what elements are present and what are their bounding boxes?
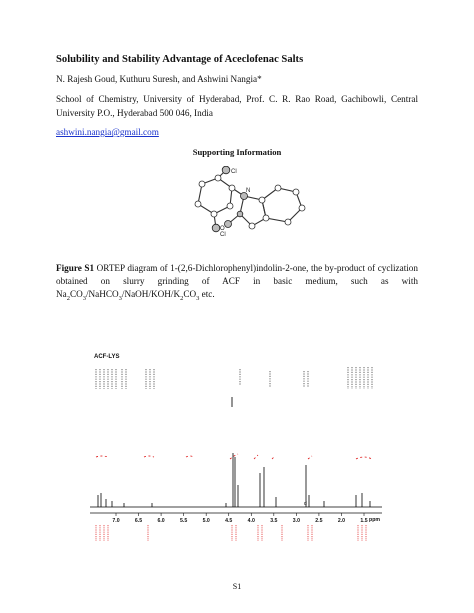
- atom-label-cl: Cl: [220, 232, 226, 238]
- integral-curves: [96, 454, 372, 459]
- axis-tick-label: 5.5: [180, 518, 188, 524]
- figure-caption: Figure S1 ORTEP diagram of 1-(2,6-Dichlorophenyl)indolin-2-one, the by-product of cyclization obtained on slurry grinding of ACF in basic medium, such as with $Na_2CO_3/NaHCO_3/NaOH/KOH/K_2CO_3$ etc.: [56, 263, 418, 303]
- page-number: S1: [232, 582, 242, 591]
- axis-tick-label: 6.0: [157, 518, 165, 524]
- axis-tick-label: 5.0: [202, 518, 210, 524]
- sample-label: ACF-LYS: [94, 354, 120, 360]
- spectrum-peaks: [98, 453, 370, 507]
- svg-text:d: d: [304, 501, 307, 507]
- ppm-axis: [90, 513, 382, 524]
- axis-tick-label: 4.5: [225, 518, 233, 524]
- atom-label-n: N: [246, 188, 251, 194]
- axis-tick-label: 6.5: [134, 518, 143, 524]
- axis-tick-label: 1.5: [360, 518, 368, 524]
- figure-label: Figure S1: [56, 263, 95, 273]
- integral-values: [96, 525, 366, 541]
- chlorine-atom: [222, 166, 230, 174]
- author-list: N. Rajesh Goud, Kuthuru Suresh, and Ashwini Nangia*: [56, 74, 262, 84]
- email-link[interactable]: ashwini.nangia@gmail.com: [56, 127, 159, 137]
- ortep-diagram: [178, 166, 308, 252]
- affiliation: School of Chemistry, University of Hyderabad, Prof. C. R. Rao Road, Gachibowli, Central University P.O., Hyderabad 500 046, India: [56, 94, 418, 118]
- atom-label-cl: Cl: [231, 169, 237, 175]
- peak-list-labels: [96, 367, 372, 389]
- nmr-spectrum: [86, 345, 388, 545]
- axis-tick-label: 2.5: [315, 518, 323, 524]
- axis-tick-label: 3.5: [270, 518, 278, 524]
- axis-tick-label: 2.0: [337, 518, 346, 524]
- axis-tick-label: 3.0: [292, 518, 300, 524]
- oxygen-atom: [225, 221, 232, 228]
- section-heading: Supporting Information: [192, 147, 282, 157]
- axis-tick-label: 7.0: [112, 518, 120, 524]
- axis-tick-label: 4.0: [247, 518, 255, 524]
- atom-label-o: O: [220, 226, 225, 232]
- axis-unit: ppm: [369, 517, 380, 523]
- chlorine-atom: [212, 224, 220, 232]
- paper-title: Solubility and Stability Advantage of Aceclofenac Salts: [56, 54, 304, 65]
